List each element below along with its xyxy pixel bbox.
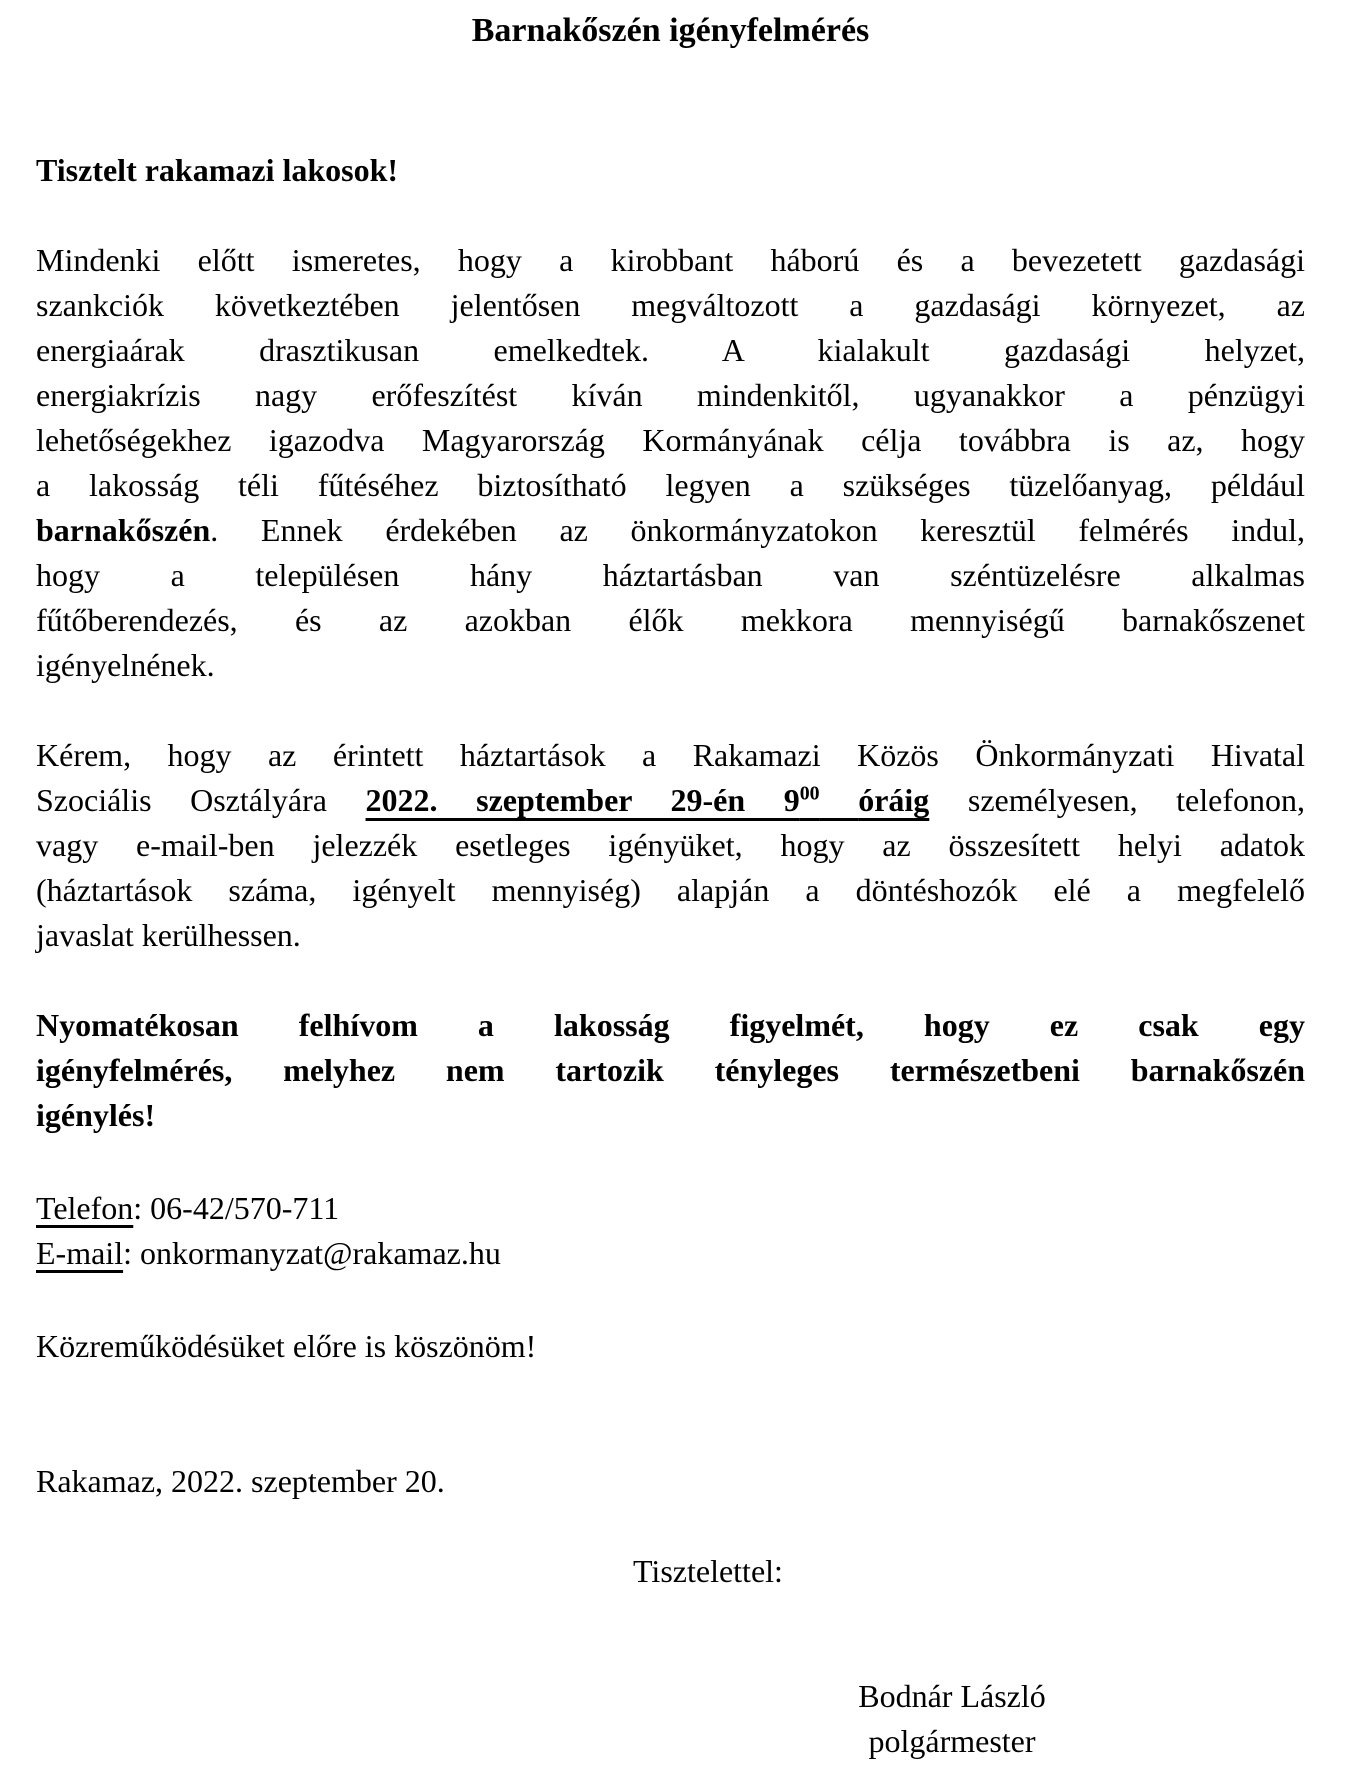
closing-salutation: Tisztelettel: [633,1553,783,1589]
paragraph-line: igénylés! [36,1097,156,1133]
paragraph-line: energiaárak drasztikusan emelkedtek. A kialakult gazdasági helyzet, [36,332,1305,368]
deadline-highlight [366,782,930,818]
paragraph-line: fűtőberendezés, és az azokban élők mekkora mennyiségű barnakőszenet [36,602,1305,638]
paragraph-text: személyesen, telefonon, [967,782,1306,818]
paragraph-line: energiakrízis nagy erőfeszítést kíván mindenkitől, ugyanakkor a pénzügyi [36,377,1305,413]
paragraph-line: lehetőségekhez igazodva Magyarország Kormányának célja továbbra is az, hogy [36,422,1305,458]
deadline-tail: óráig [858,782,930,818]
paragraph-1 [36,238,1305,688]
date-line: Rakamaz, 2022. szeptember 20. [36,1463,445,1499]
paragraph-text: . Ennek érdekében az önkormányzatokon keresztül felmérés indul, [210,512,1305,548]
paragraph-line: hogy a településen hány háztartásban van széntüzelésre alkalmas [36,557,1305,593]
deadline-superscript: 00 [799,782,820,805]
signature-role: polgármester [868,1723,1036,1759]
paragraph-line: javaslat kerülhessen. [36,917,301,953]
paragraph-line: igényelnének. [36,647,215,683]
bold-emphasis: barnakőszén [36,512,211,548]
greeting: Tisztelt rakamazi lakosok! [36,152,399,188]
phone-line [36,1186,1305,1231]
paragraph-3-bold-notice [36,1003,1305,1138]
paragraph-text: Szociális Osztályára [36,782,327,818]
phone-label: Telefon [36,1190,134,1226]
paragraph-line: vagy e-mail-ben jelezzék esetleges igényüket, hogy az összesített helyi adatok [36,827,1305,863]
email-line [36,1231,1305,1276]
paragraph-2 [36,733,1305,958]
paragraph-line: Kérem, hogy az érintett háztartások a Rakamazi Közös Önkormányzati Hivatal [36,737,1305,773]
signature-block [652,1674,1252,1764]
phone-number: : 06-42/570-711 [133,1190,340,1226]
paragraph-line: szankciók következtében jelentősen megváltozott a gazdasági környezet, az [36,287,1305,323]
email-label: E-mail [36,1235,124,1271]
deadline-date: 2022. szeptember 29-én 9 [365,782,800,818]
document-title: Barnakőszén igényfelmérés [471,12,870,49]
paragraph-line: Nyomatékosan felhívom a lakosság figyelmét, hogy ez csak egy [36,1007,1305,1043]
paragraph-line: igényfelmérés, melyhez nem tartozik tényleges természetbeni barnakőszén [36,1052,1305,1088]
email-address: : onkormanyzat@rakamaz.hu [123,1235,501,1271]
paragraph-line: (háztartások száma, igényelt mennyiség) alapján a döntéshozók elé a megfelelő [36,872,1305,908]
paragraph-line: Mindenki előtt ismeretes, hogy a kirobbant háború és a bevezetett gazdasági [36,242,1305,278]
paragraph-line [36,508,1305,553]
signature-name: Bodnár László [858,1678,1046,1714]
paragraph-line [36,778,1305,823]
paragraph-line: a lakosság téli fűtéséhez biztosítható legyen a szükséges tüzelőanyag, például [36,467,1305,503]
thanks-line: Közreműködésüket előre is köszönöm! [36,1328,537,1364]
